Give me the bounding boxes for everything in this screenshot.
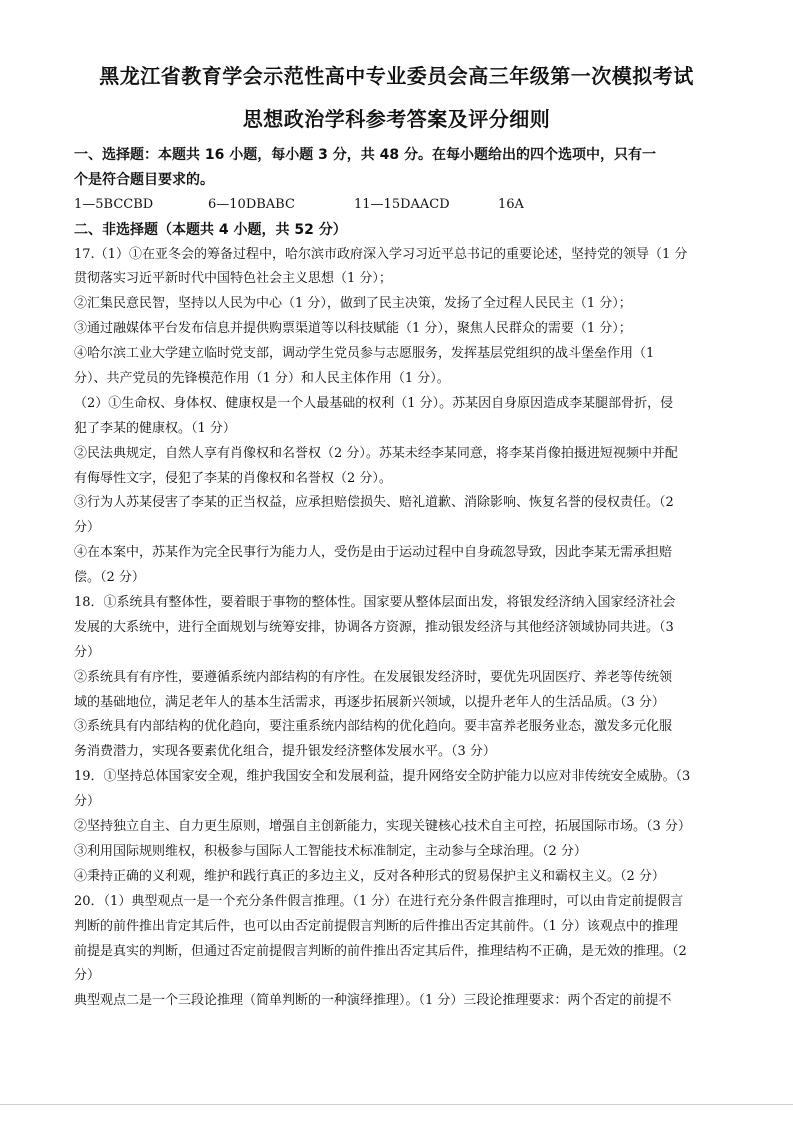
answer-group: 1—5BCCBD bbox=[74, 196, 154, 212]
document-subtitle: 思想政治学科参考答案及评分细则 bbox=[242, 107, 551, 131]
text-line: 19．①坚持总体国家安全观，维护我国安全和发展利益，提升网络安全防护能力以应对非传统安全威胁。（3 bbox=[74, 769, 691, 785]
text-line: 17.（1）①在亚冬会的筹备过程中，哈尔滨市政府深入学习习近平总书记的重要论述，坚持党的领导（1 分 bbox=[74, 246, 688, 262]
text-line: 分）、共产党员的先锋模范作用（1 分）和人民主体作用（1 分）。 bbox=[74, 371, 450, 387]
text-line: 分） bbox=[74, 968, 101, 984]
text-line: ②系统具有有序性，要遵循系统内部结构的有序性。在发展银发经济时，要优先巩固医疗、养老等传统领 bbox=[74, 669, 673, 685]
text-line: 分） bbox=[74, 644, 101, 660]
text-line: 有侮辱性文字，侵犯了李某的肖像权和名誉权（2 分）。 bbox=[74, 470, 392, 486]
text-line: ③利用国际规则维权，积极参与国际人工智能技术标准制定，主动参与全球治理。（2 分） bbox=[74, 843, 587, 859]
text-line: 发展的大系统中，进行全面规划与统筹安排，协调各方资源，推动银发经济与其他经济领域协同共进。（3 bbox=[74, 619, 674, 635]
text-line: 前提是真实的判断，但通过否定前提假言判断的前件推出否定其后件，推理结构不正确，是无效的推理。（2 bbox=[74, 943, 687, 959]
section-heading-choice: 一、选择题：本题共 16 小题，每小题 3 分，共 48 分。在每小题给出的四个选项中，只有一 bbox=[74, 147, 656, 163]
text-line: 分） bbox=[74, 520, 101, 536]
section-heading-choice-cont: 个是符合题目要求的。 bbox=[74, 171, 214, 188]
text-line: 犯了李某的健康权。（1 分） bbox=[74, 420, 236, 436]
text-line: ③通过融媒体平台发布信息并提供购票渠道等以科技赋能（1 分），聚焦人民群众的需要（1 分）； bbox=[74, 321, 632, 337]
answer-group: 11—15DAACD bbox=[354, 196, 450, 212]
choice-answers-row bbox=[74, 193, 722, 218]
text-line: 贯彻落实习近平新时代中国特色社会主义思想（1 分）； bbox=[74, 271, 392, 287]
text-line: 20．（1）典型观点一是一个充分条件假言推理。（1 分）在进行充分条件假言推理时，可以由肯定前提假言 bbox=[74, 893, 684, 909]
answer-group: 16A bbox=[498, 196, 524, 212]
answer-body bbox=[74, 143, 722, 1014]
page-bottom-divider bbox=[0, 1104, 793, 1105]
text-line: 18．①系统具有整体性，要着眼于事物的整体性。国家要从整体层面出发，将银发经济纳入国家经济社会 bbox=[74, 595, 676, 611]
text-line: 务消费潜力，实现各要素优化组合，提升银发经济整体发展水平。（3 分） bbox=[74, 744, 496, 760]
text-line: ②汇集民意民智，坚持以人民为中心（1 分），做到了民主决策，发扬了全过程人民民主（1 分）； bbox=[74, 296, 632, 312]
text-line: ③行为人苏某侵害了李某的正当权益，应承担赔偿损失、赔礼道歉、消除影响、恢复名誉的侵权责任。（2 bbox=[74, 495, 674, 511]
text-line: 偿。（2 分） bbox=[74, 570, 145, 586]
text-line: ④哈尔滨工业大学建立临时党支部，调动学生党员参与志愿服务，发挥基层党组织的战斗堡垒作用（1 bbox=[74, 346, 655, 362]
text-line: ④在本案中，苏某作为完全民事行为能力人，受伤是由于运动过程中自身疏忽导致，因此李某无需承担赔 bbox=[74, 545, 673, 561]
text-line: 判断的前件推出肯定其后件，也可以由否定前提假言判断的后件推出否定其前件。（1 分）该观点中的推理 bbox=[74, 918, 678, 934]
answer-group: 6—10DBABC bbox=[208, 196, 295, 212]
document-title: 黑龙江省教育学会示范性高中专业委员会高三年级第一次模拟考试 bbox=[99, 64, 694, 88]
text-line: ③系统具有内部结构的优化趋向，要注重系统内部结构的优化趋向。要丰富养老服务业态，激发多元化服 bbox=[74, 719, 673, 735]
text-line: 域的基础地位，满足老年人的基本生活需求，再逐步拓展新兴领域，以提升老年人的生活品质。（3 分） bbox=[74, 694, 665, 710]
text-line: ②坚持独立自主、自力更生原则，增强自主创新能力，实现关键核心技术自主可控，拓展国际市场。（3 分） bbox=[74, 819, 691, 835]
text-line: （2）①生命权、身体权、健康权是一个人最基础的权利（1 分）。苏某因自身原因造成李某腿部骨折，侵 bbox=[74, 395, 674, 411]
text-line: ②民法典规定，自然人享有肖像权和名誉权（2 分）。苏某未经李某同意，将李某肖像拍摄进短视频中并配 bbox=[74, 445, 678, 461]
text-line: 典型观点二是一个三段论推理（简单判断的一种演绎推理）。（1 分）三段论推理要求：两个否定的前提不 bbox=[74, 993, 672, 1009]
text-line: 分） bbox=[74, 794, 101, 810]
section-heading-nonchoice: 二、非选择题（本题共 4 小题，共 52 分） bbox=[74, 221, 347, 238]
text-line: ④秉持正确的义利观，维护和践行真正的多边主义，反对各种形式的贸易保护主义和霸权主义。（2 分） bbox=[74, 868, 665, 884]
